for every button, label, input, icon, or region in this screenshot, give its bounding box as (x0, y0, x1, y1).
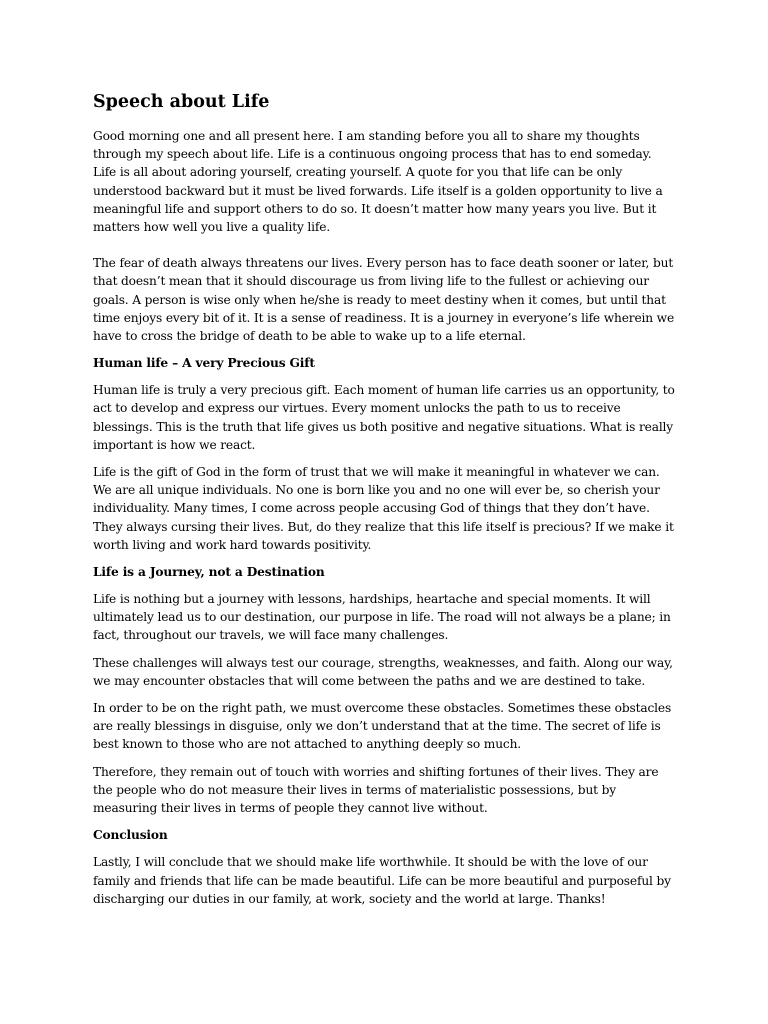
section-paragraph: Life is nothing but a journey with lessons, hardships, heartache and special moments. It will ultimately lead us to our destination, our purpose in life. The road will not always be a plane; in fact, throughout our travels, we will face many challenges. (93, 592, 671, 643)
intro-paragraph-2: The fear of death always threatens our lives. Every person has to face death sooner or later, but that doesn’t mean that it should discourage us from living life to the fullest or achieving our goals. A person is wise only when he/she is ready to meet destiny when it comes, but until that time enjoys every bit of it. It is a sense of readiness. It is a journey in everyone’s life wherein we have to cross the bridge of death to be able to wake up to a life eternal. (93, 256, 675, 344)
section-heading-human-life: Human life – A very Precious Gift (93, 356, 315, 371)
page-title: Speech about Life (93, 92, 270, 112)
intro-paragraph-1: Good morning one and all present here. I am standing before you all to share my thoughts through my speech about life. Life is a continuous ongoing process that has to end someday. Life is all about adoring yourself, creating yourself. A quote for you that life can be only understood backward but it must be lived forwards. Life itself is a golden opportunity to live a meaningful life and support others to do so. It doesn’t matter how many years you live. But it matters how well you live a quality life. (93, 129, 663, 235)
section-paragraph: Therefore, they remain out of touch with worries and shifting fortunes of their lives. They are the people who do not measure their lives in terms of materialistic possessions, but by measuring their lives in terms of people they cannot live without. (93, 764, 659, 816)
section-heading-conclusion: Conclusion (93, 828, 168, 843)
section-paragraph: Life is the gift of God in the form of trust that we will make it meaningful in whatever we can. We are all unique individuals. No one is born like you and no one will ever be, so cherish your individuality. Many times, I come across people accusing God of things that they don’t have. They always cursing their lives. But, do they realize that this life itself is precious? If we make it worth living and work hard towards positivity. (93, 465, 674, 552)
document-page (93, 91, 678, 917)
section-paragraph: Lastly, I will conclude that we should make life worthwhile. It should be with the love of our family and friends that life can be made beautiful. Life can be more beautiful and purposeful by discharging our duties in our family, at work, society and the world at large. Thanks! (93, 855, 671, 906)
section-paragraph: These challenges will always test our courage, strengths, weaknesses, and faith. Along our way, we may encounter obstacles that will come between the paths and we are destined to take. (93, 655, 673, 688)
section-paragraph: Human life is truly a very precious gift. Each moment of human life carries us an opportunity, to act to develop and express our virtues. Every moment unlocks the path to us to receive blessings. This is the truth that life gives us both positive and negative situations. What is really important is how we react. (93, 383, 675, 452)
section-heading-journey: Life is a Journey, not a Destination (93, 565, 325, 580)
section-paragraph: In order to be on the right path, we must overcome these obstacles. Sometimes these obstacles are really blessings in disguise, only we don’t understand that at the time. The secret of life is best known to those who are not attached to anything deeply so much. (93, 701, 672, 752)
